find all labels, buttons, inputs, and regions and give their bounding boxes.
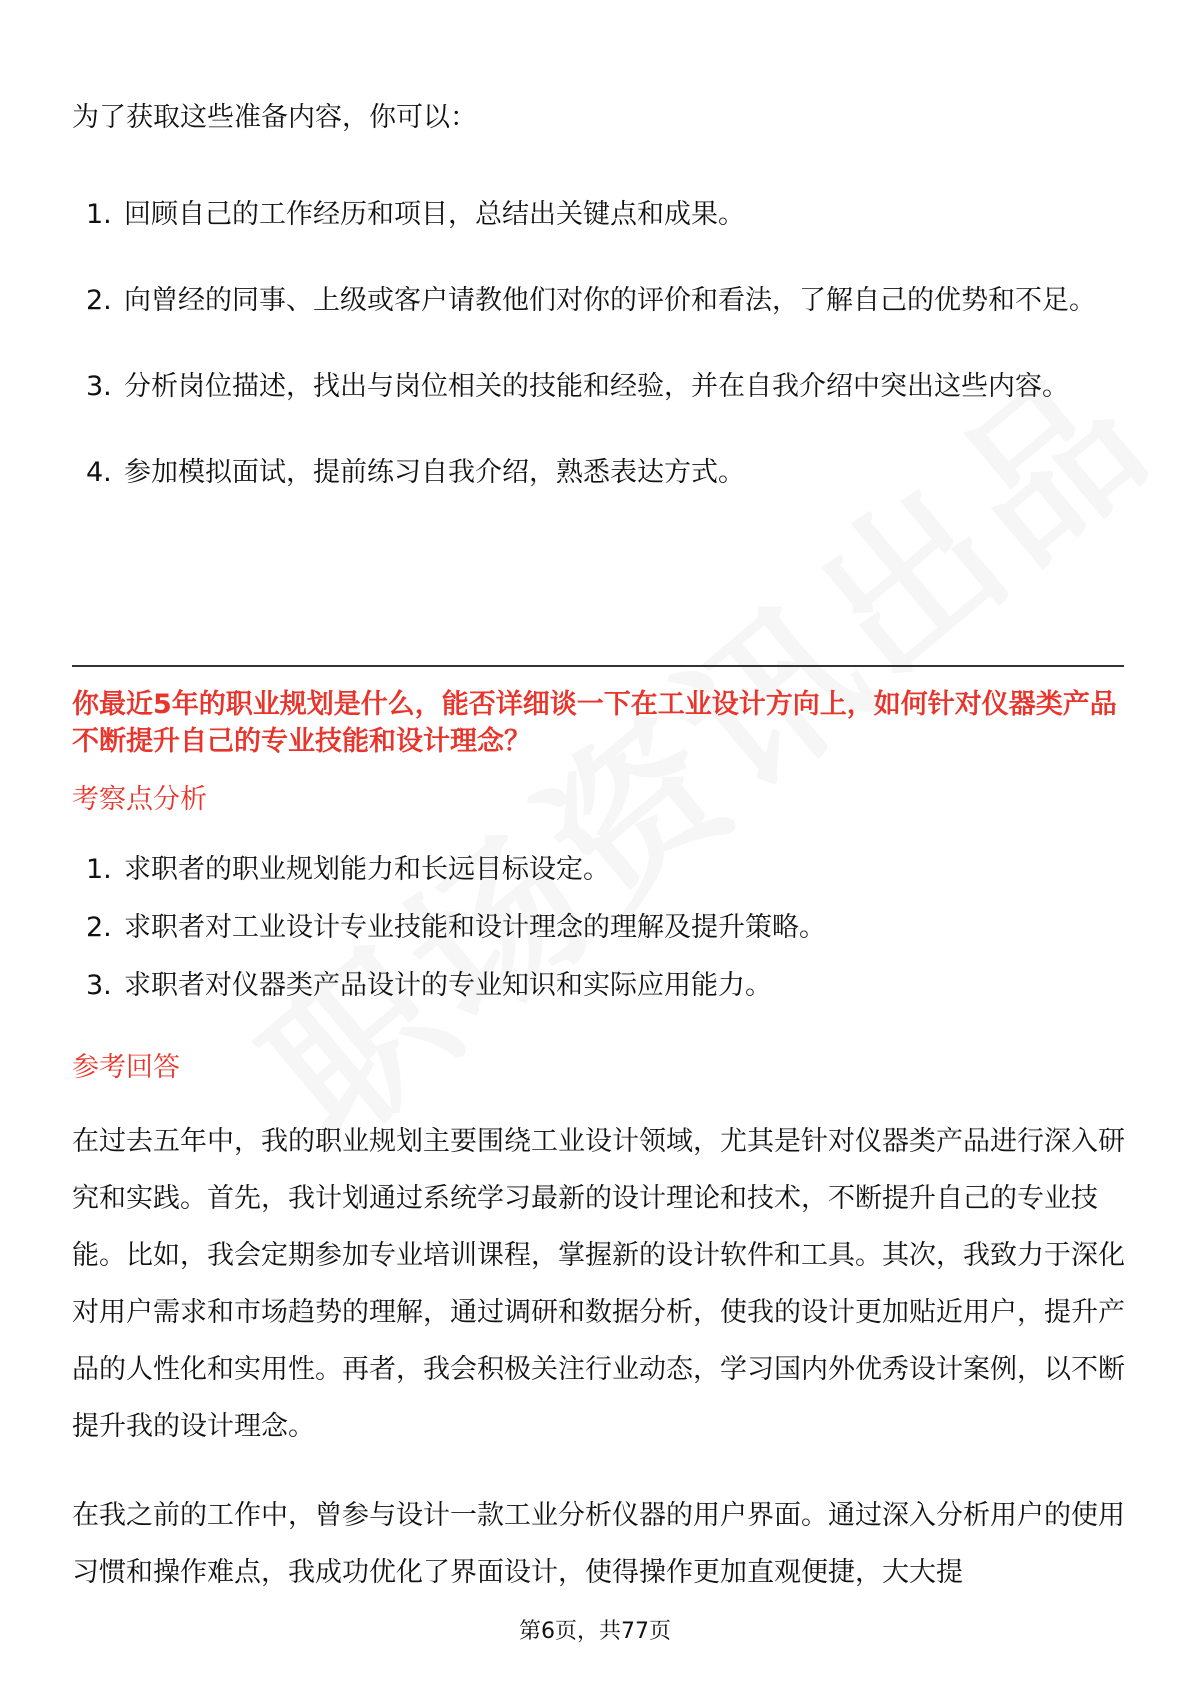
list-item-text: 求职者对工业设计专业技能和设计理念的理解及提升策略。 bbox=[124, 912, 826, 943]
list-item bbox=[72, 908, 1132, 948]
list-item bbox=[72, 850, 1132, 890]
answer-heading: 参考回答 bbox=[72, 1052, 180, 1083]
list-item-text: 向曾经的同事、上级或客户请教他们对你的评价和看法，了解自己的优势和不足。 bbox=[124, 285, 1096, 316]
list-number: 4. bbox=[86, 457, 112, 488]
list-item bbox=[72, 272, 1132, 330]
answer-paragraph: 在我之前的工作中，曾参与设计一款工业分析仪器的用户界面。通过深入分析用户的使用习惯和操作难点，我成功优化了界面设计，使得操作更加直观便捷，大大提 bbox=[72, 1500, 1125, 1588]
list-item bbox=[72, 966, 1132, 1006]
page-number: 第6页，共77页 bbox=[519, 1619, 671, 1644]
list-item-text: 参加模拟面试，提前练习自我介绍，熟悉表达方式。 bbox=[124, 457, 745, 488]
interview-question: 你最近5年的职业规划是什么，能否详细谈一下在工业设计方向上，如何针对仪器类产品不断提升自己的专业技能和设计理念？ bbox=[72, 689, 1117, 757]
list-item-text: 分析岗位描述，找出与岗位相关的技能和经验，并在自我介绍中突出这些内容。 bbox=[124, 371, 1069, 402]
section-divider bbox=[72, 665, 1124, 667]
answer-paragraph: 在过去五年中，我的职业规划主要围绕工业设计领域，尤其是针对仪器类产品进行深入研究和实践。首先，我计划通过系统学习最新的设计理论和技术，不断提升自己的专业技能。比如，我会定期参加专业培训课程，掌握新的设计软件和工具。其次，我致力于深化对用户需求和市场趋势的理解，通过调研和数据分析，使我的设计更加贴近用户，提升产品的人性化和实用性。再者，我会积极关注行业动态，学习国内外优秀设计案例，以不断提升我的设计理念。 bbox=[72, 1126, 1125, 1442]
intro-text: 为了获取这些准备内容，你可以： bbox=[72, 102, 477, 133]
preparation-list bbox=[72, 186, 1132, 530]
list-item-text: 回顾自己的工作经历和项目，总结出关键点和成果。 bbox=[124, 199, 745, 230]
list-number: 1. bbox=[86, 199, 112, 230]
analysis-list bbox=[72, 850, 1132, 1024]
list-number: 3. bbox=[86, 970, 112, 1001]
analysis-heading: 考察点分析 bbox=[72, 784, 207, 815]
list-number: 3. bbox=[86, 371, 112, 402]
list-number: 1. bbox=[86, 854, 112, 885]
list-item bbox=[72, 444, 1132, 502]
list-item bbox=[72, 358, 1132, 416]
list-item-text: 求职者的职业规划能力和长远目标设定。 bbox=[124, 854, 610, 885]
list-number: 2. bbox=[86, 285, 112, 316]
list-number: 2. bbox=[86, 912, 112, 943]
list-item bbox=[72, 186, 1132, 244]
list-item-text: 求职者对仪器类产品设计的专业知识和实际应用能力。 bbox=[124, 970, 772, 1001]
